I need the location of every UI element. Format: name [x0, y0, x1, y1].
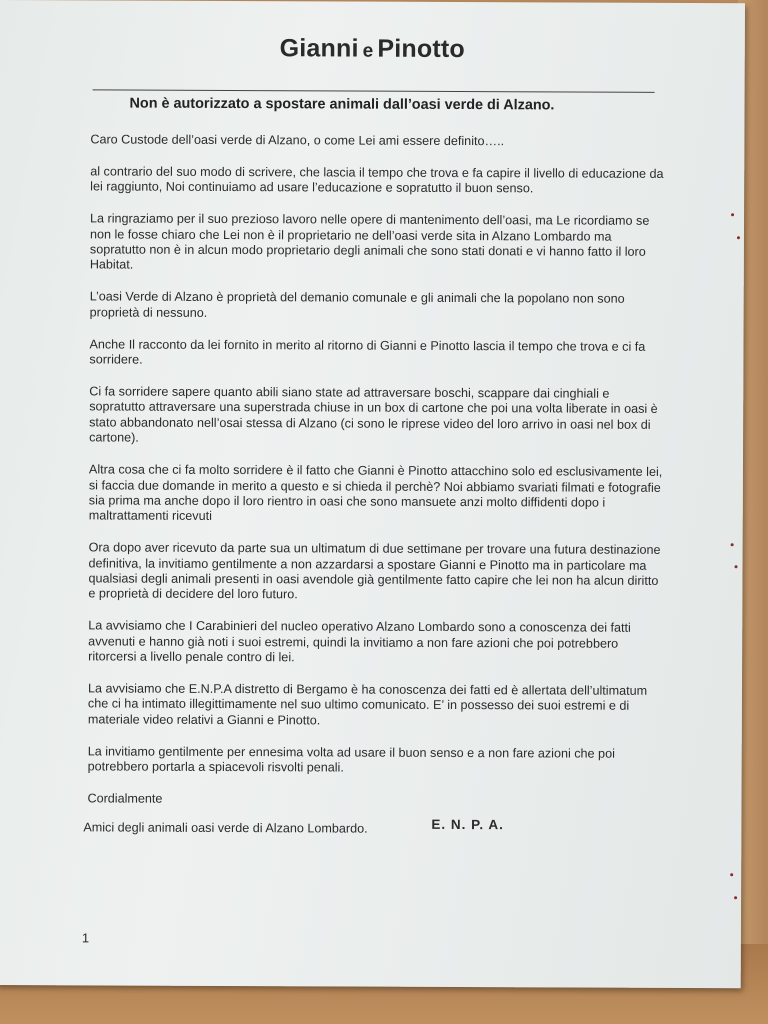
paragraph: Anche Il racconto da lei fornito in merito al ritorno di Gianni e Pinotto lascia il tempo che trova e ci fa sorridere. [89, 337, 646, 367]
paragraph: L’oasi Verde di Alzano è proprietà del demanio comunale e gli animali che la popolano non sono proprietà di nessuno. [89, 289, 625, 320]
title-name-2: Pinotto [377, 34, 465, 64]
signature-row [83, 818, 603, 838]
paragraph: La avvisiamo che I Carabinieri del nucleo operativo Alzano Lombardo sono a conoscenza dei fatti avvenuti e hanno già noti i suoi estremi, quindi la invitiamo a non fare azioni che poi potrebbero ritorcersi a livello penale contro di lei. [88, 618, 631, 665]
ink-spot [735, 565, 738, 568]
paragraph: al contrario del suo modo di scrivere, che lascia il tempo che trova e fa capire il livello di educazione da lei raggiunto, Noi continuiamo ad usare l’educazione e sopratutto il buon senso. [90, 164, 664, 196]
page-number: 1 [81, 930, 90, 946]
document-subtitle: Non è autorizzato a spostare animali dall’oasi verde di Alzano. [129, 95, 555, 114]
ink-spot [731, 213, 734, 216]
paragraph: Ora dopo aver ricevuto da parte sua un ultimatum di due settimane per trovare una futura destinazione definitiva, la invitiamo gentilmente a non azzardarsi a spostare Gianni e Pinotto ma in particolare ma qualsiasi degli animali presenti in oasi avendole già gentilmente fatto capire che lei non ha alcun diritto e proprietà di decidere del loro futuro. [88, 540, 661, 602]
ink-spot [730, 873, 733, 876]
title-name-1: Gianni [279, 34, 359, 63]
document-title [0, 33, 745, 65]
signature: Amici degli animali oasi verde di Alzano Lombardo. [83, 820, 368, 836]
paragraph: Altra cosa che ci fa molto sorridere è il fatto che Gianni è Pinotto attacchino solo ed esclusivamente lei, si faccia due domande in merito a questo e si chieda il perchè? Noi abbiamo svariati filmati e fotografie sia prima ma anche dopo il loro rientro in oasi che sono mansuete anzi molto diffidenti dopo i maltrattamenti ricevuti [88, 462, 663, 524]
ink-spot [737, 236, 740, 239]
ink-spot [731, 543, 734, 546]
paragraph: La invitiamo gentilmente per ennesima volta ad usare il buon senso e a non fare azioni che poi potrebbero portarla a spiacevoli risvolti penali. [87, 744, 615, 775]
paragraph: Ci fa sorridere sapere quanto abili siano state ad attraversare boschi, scappare dai cinghiali e sopratutto attraversare una superstrada chiuse in un box di cartone che poi una volta liberate in oasi è stato abbandonato nell’osai stessa di Alzano (ci sono le riprese video del loro arrivo in oasi nel box di cartone). [89, 384, 658, 445]
ink-spot [734, 896, 737, 899]
closing: Cordialmente [87, 791, 163, 806]
title-conjunction: e [362, 40, 374, 62]
title-divider [93, 89, 655, 92]
letter-body [87, 132, 665, 826]
signature-organization: E. N. P. A. [431, 816, 504, 833]
paragraph: La avvisiamo che E.N.P.A distretto di Bergamo è ha conoscenza dei fatti ed è allertata dell’ultimatum che ci ha intimato illegittimamente nel suo ultimo comunicato. E’ in possesso dei suoi estremi e di materiale video relativi a Gianni e Pinotto. [87, 681, 648, 728]
paragraph: Caro Custode dell’oasi verde di Alzano, o come Lei ami essere definito….. [90, 132, 505, 149]
paragraph: La ringraziamo per il suo prezioso lavoro nelle opere di mantenimento dell’oasi, ma Le ricordiamo se non le fosse chiaro che Lei non è il proprietario ne dell’oasi verde sita in Alzano Lombardo ma sopratutto non è in alcun modo proprietario degli animali che sono stati donati e vi hanno fatto il loro Habitat. [89, 211, 650, 273]
